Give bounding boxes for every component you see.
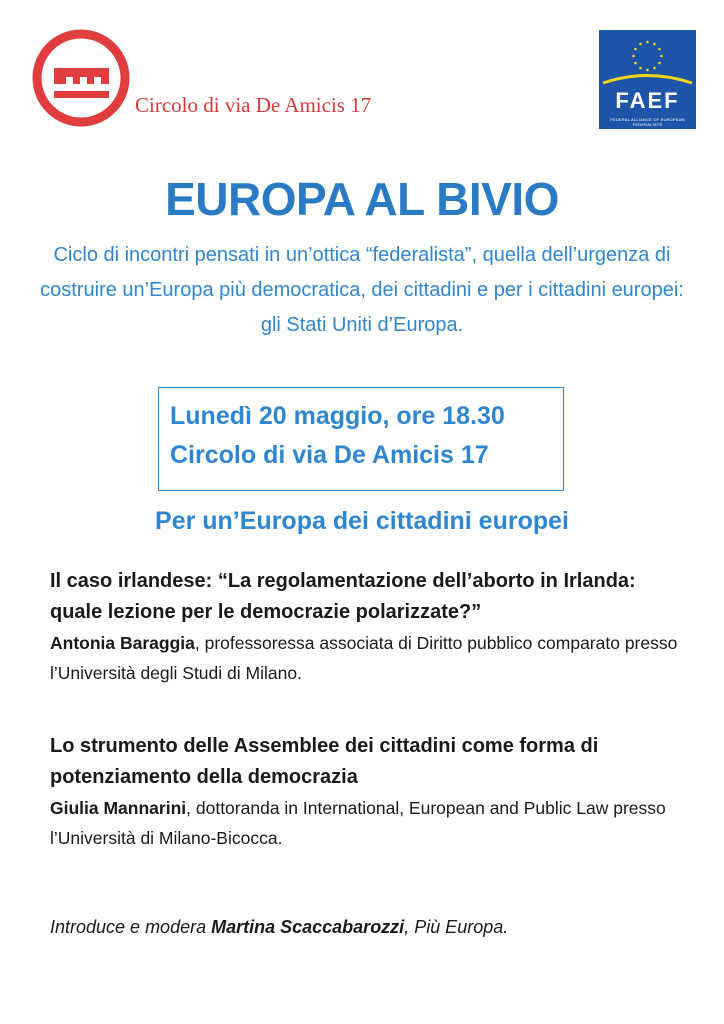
faef-logo-text: FAEF xyxy=(615,88,680,113)
talk-speaker-info xyxy=(50,793,690,853)
speaker-name: Giulia Mannarini xyxy=(50,798,187,818)
talk-title: Il caso irlandese: “La regolamentazione dell’aborto in Irlanda: quale lezione per le democrazie polarizzate?” xyxy=(50,570,636,623)
talk-title: Lo strumento delle Assemblee dei cittadini come forma di potenziamento della democrazia xyxy=(50,735,599,788)
speaker-role: , professoressa associata di Diritto pubblico comparato presso l’Università degli Studi di Milano. xyxy=(50,633,678,683)
event-subtitle: Per un’Europa dei cittadini europei xyxy=(155,507,569,535)
speaker-role: , dottoranda in International, European and Public Law presso l’Università di Milano-Bicocca. xyxy=(50,798,666,848)
faef-logo-subtext: FEDERAL ALLIANCE OF EUROPEAN FEDERALISTS xyxy=(610,117,685,127)
event-place: Circolo di via De Amicis 17 xyxy=(170,441,489,469)
moderator-prefix: Introduce e modera xyxy=(50,917,212,937)
talk-item xyxy=(50,566,690,688)
event-date: Lunedì 20 maggio, ore 18.30 xyxy=(170,402,505,430)
moderator-name: Martina Scaccabarozzi xyxy=(211,917,405,937)
talk-item xyxy=(50,731,690,853)
talk-speaker-info xyxy=(50,628,690,688)
moderator-suffix: , Più Europa. xyxy=(404,917,509,937)
intro-text: Ciclo di incontri pensati in un’ottica “federalista”, quella dell’urgenza di costruire un’Europa più democratica, dei cittadini e per i cittadini europei: gli Stati Uniti d’Europa. xyxy=(40,244,684,336)
org-name: Circolo di via De Amicis 17 xyxy=(135,93,372,117)
speaker-name: Antonia Baraggia xyxy=(50,633,195,653)
moderator-line xyxy=(50,917,690,938)
faef-logo xyxy=(599,30,696,129)
page-title: EUROPA AL BIVIO xyxy=(165,173,559,225)
event-box xyxy=(158,387,564,491)
org-logo xyxy=(30,28,134,128)
